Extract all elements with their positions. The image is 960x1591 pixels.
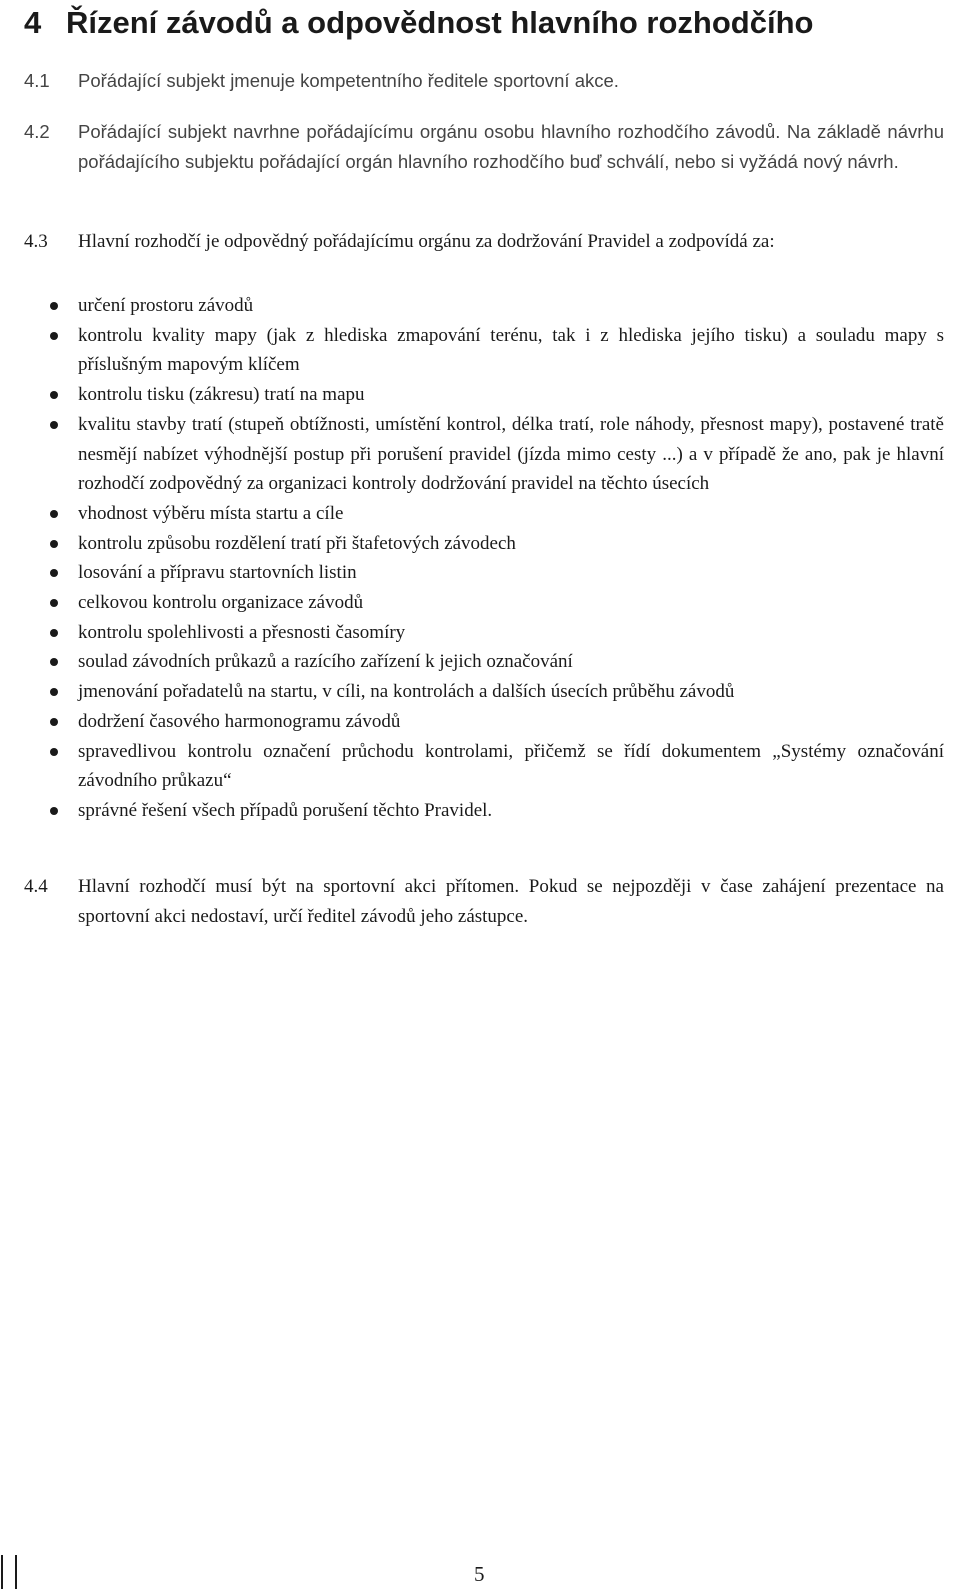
list-item: losování a přípravu startovních listin	[24, 558, 944, 588]
responsibility-list	[24, 291, 944, 826]
bullet-icon	[24, 380, 78, 410]
list-item: správné řešení všech případů porušení těchto Pravidel.	[24, 796, 944, 826]
margin-bar-left	[1, 1555, 3, 1589]
list-item: dodržení časového harmonogramu závodů	[24, 707, 944, 737]
paragraph-text: Pořádající subjekt navrhne pořádajícímu orgánu osobu hlavního rozhodčího závodů. Na základě návrhu pořádajícího subjektu pořádající orgán hlavního rozhodčího buď schválí, nebo si vyžádá nový návrh.	[78, 121, 944, 172]
list-item: určení prostoru závodů	[24, 291, 944, 321]
page-number: 5	[474, 1562, 485, 1586]
list-item: jmenování pořadatelů na startu, v cíli, na kontrolách a dalších úsecích průběhu závodů	[24, 677, 944, 707]
list-item: kontrolu spolehlivosti a přesnosti časomíry	[24, 618, 944, 648]
bullet-icon	[24, 291, 78, 321]
list-item: spravedlivou kontrolu označení průchodu kontrolami, přičemž se řídí dokumentem „Systémy označování závodního průkazu“	[24, 737, 944, 796]
section-heading	[24, 2, 813, 44]
paragraph-number: 4.2	[24, 121, 50, 142]
bullet-icon	[24, 321, 78, 380]
bullet-icon	[24, 410, 78, 499]
bullet-icon	[24, 647, 78, 677]
section-number: 4	[24, 5, 42, 40]
paragraph-text: Hlavní rozhodčí je odpovědný pořádajícímu orgánu za dodržování Pravidel a zodpovídá za:	[78, 231, 775, 252]
list-item: kontrolu kvality mapy (jak z hlediska zmapování terénu, tak i z hlediska jejího tisku) a souladu mapy s příslušným mapovým klíčem	[24, 321, 944, 380]
bullet-icon	[24, 499, 78, 529]
list-item: vhodnost výběru místa startu a cíle	[24, 499, 944, 529]
bullet-icon	[24, 558, 78, 588]
paragraph-4-2	[24, 117, 944, 177]
section-title: Řízení závodů a odpovědnost hlavního rozhodčího	[66, 5, 814, 40]
margin-bar-right	[15, 1555, 17, 1589]
bullet-icon	[24, 588, 78, 618]
bullet-icon	[24, 796, 78, 826]
paragraph-4-1	[24, 66, 944, 96]
paragraph-number: 4.4	[24, 876, 48, 897]
paragraph-text: Hlavní rozhodčí musí být na sportovní akci přítomen. Pokud se nejpozději v čase zahájení prezentace na sportovní akci nedostaví, určí ředitel závodů jeho zástupce.	[78, 876, 944, 927]
paragraph-4-4	[24, 872, 944, 932]
paragraph-4-3	[24, 227, 944, 257]
list-item: celkovou kontrolu organizace závodů	[24, 588, 944, 618]
bullet-icon	[24, 737, 78, 796]
bullet-icon	[24, 677, 78, 707]
paragraph-number: 4.3	[24, 231, 48, 252]
list-item: kontrolu způsobu rozdělení tratí při štafetových závodech	[24, 529, 944, 559]
paragraph-text: Pořádající subjekt jmenuje kompetentního ředitele sportovní akce.	[78, 70, 619, 91]
list-item: soulad závodních průkazů a razícího zařízení k jejich označování	[24, 647, 944, 677]
list-item: kontrolu tisku (zákresu) tratí na mapu	[24, 380, 944, 410]
bullet-icon	[24, 618, 78, 648]
paragraph-number: 4.1	[24, 70, 50, 91]
list-item: kvalitu stavby tratí (stupeň obtížnosti, umístění kontrol, délka tratí, role náhody, přesnost mapy), postavené tratě nesmějí nabízet výhodnější postup při porušení pravidel (jízda mimo cesty ...) a v případě že ano, pak je hlavní rozhodčí zodpovědný za organizaci kontroly dodržování pravidel na těchto úsecích	[24, 410, 944, 499]
bullet-icon	[24, 529, 78, 559]
bullet-icon	[24, 707, 78, 737]
